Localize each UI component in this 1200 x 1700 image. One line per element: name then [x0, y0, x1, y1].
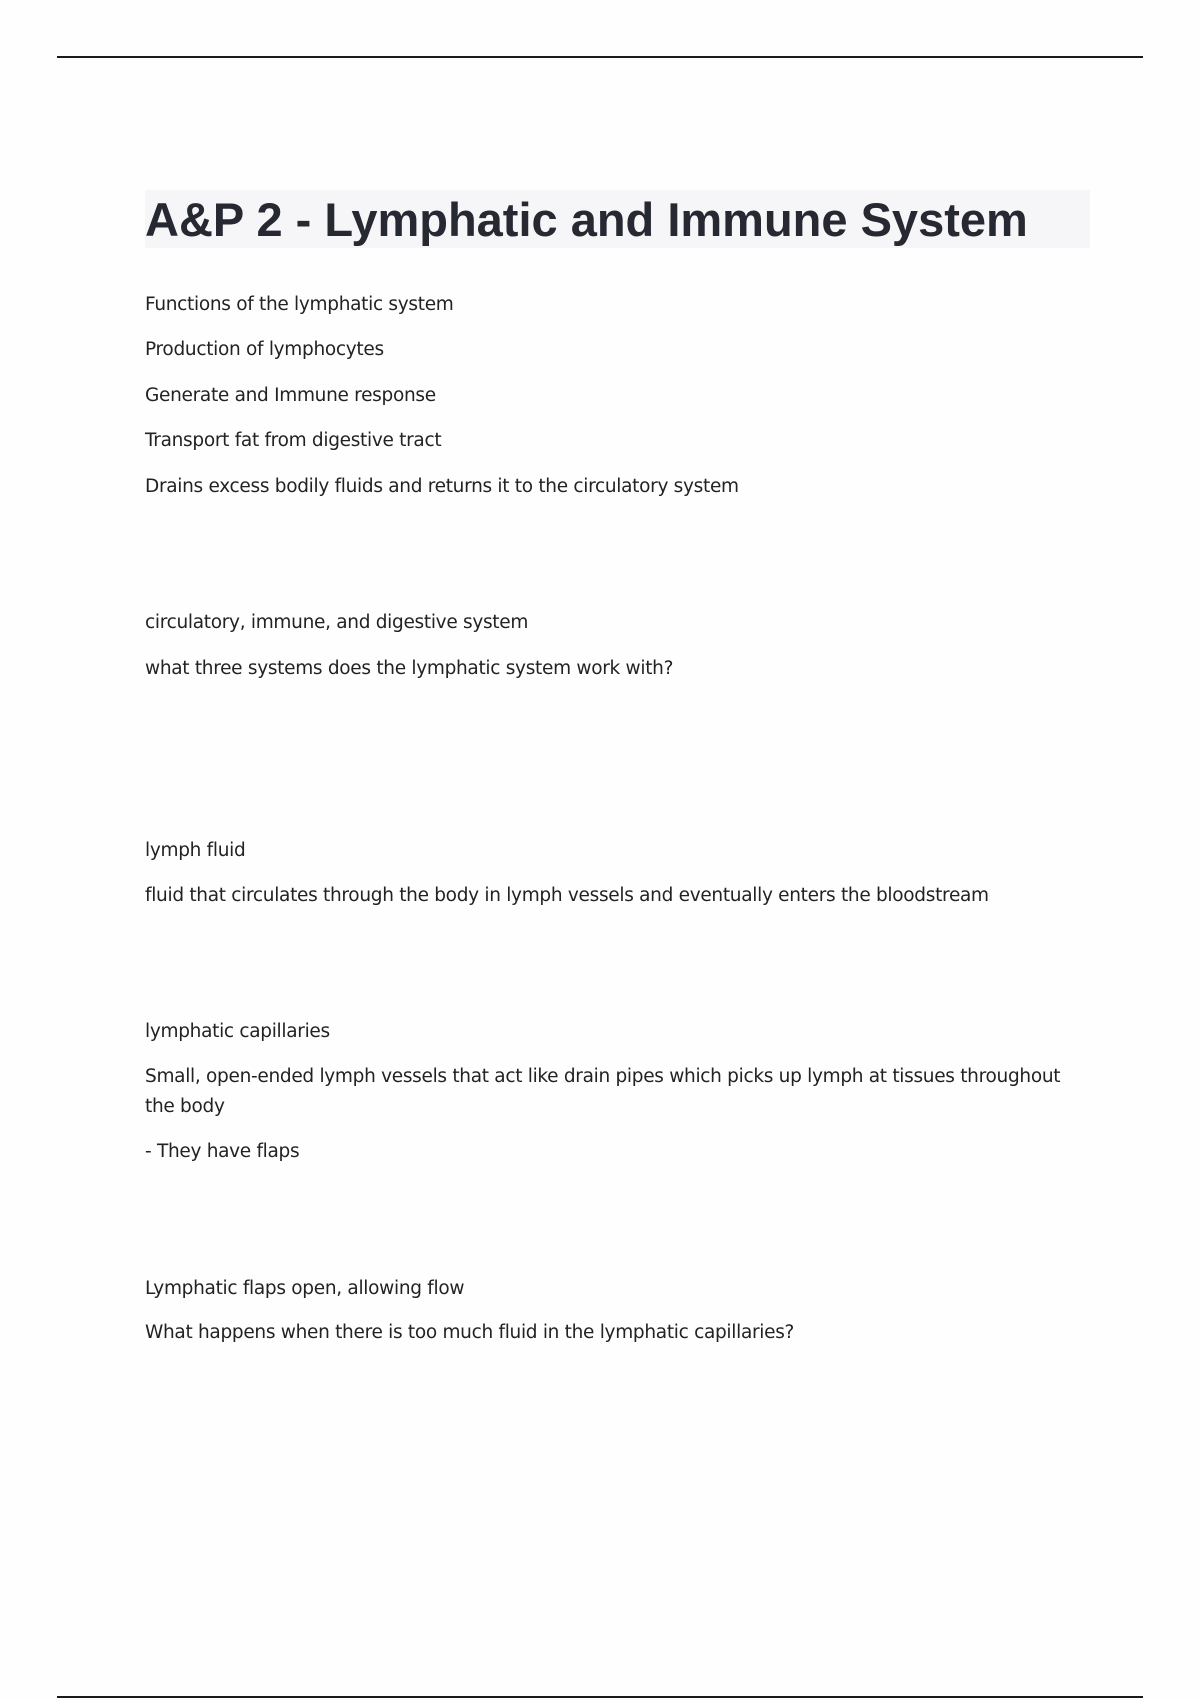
document-title: A&P 2 - Lymphatic and Immune System	[145, 193, 1028, 246]
card-term: lymph fluid	[145, 840, 246, 861]
card-definition-line: Transport fat from digestive tract	[145, 430, 442, 451]
top-rule	[57, 56, 1143, 58]
card-definition-line: fluid that circulates through the body in lymph vessels and eventually enters the bloodstream	[145, 885, 989, 906]
card-definition-line: Drains excess bodily fluids and returns it to the circulatory system	[145, 476, 739, 497]
bottom-rule	[57, 1696, 1143, 1698]
card-definition-line: Production of lymphocytes	[145, 339, 384, 360]
card-definition-line: - They have flaps	[145, 1141, 300, 1162]
card-definition-line: Generate and Immune response	[145, 385, 436, 406]
card-term: circulatory, immune, and digestive system	[145, 612, 529, 633]
card-term: Functions of the lymphatic system	[145, 294, 454, 315]
card-term: lymphatic capillaries	[145, 1021, 330, 1042]
card-definition-line: what three systems does the lymphatic system work with?	[145, 658, 674, 679]
card-definition-line: What happens when there is too much fluid in the lymphatic capillaries?	[145, 1322, 795, 1343]
card-term: Lymphatic flaps open, allowing flow	[145, 1278, 465, 1299]
card-definition-line: Small, open-ended lymph vessels that act like drain pipes which picks up lymph at tissues throughout the body	[145, 1066, 1061, 1117]
